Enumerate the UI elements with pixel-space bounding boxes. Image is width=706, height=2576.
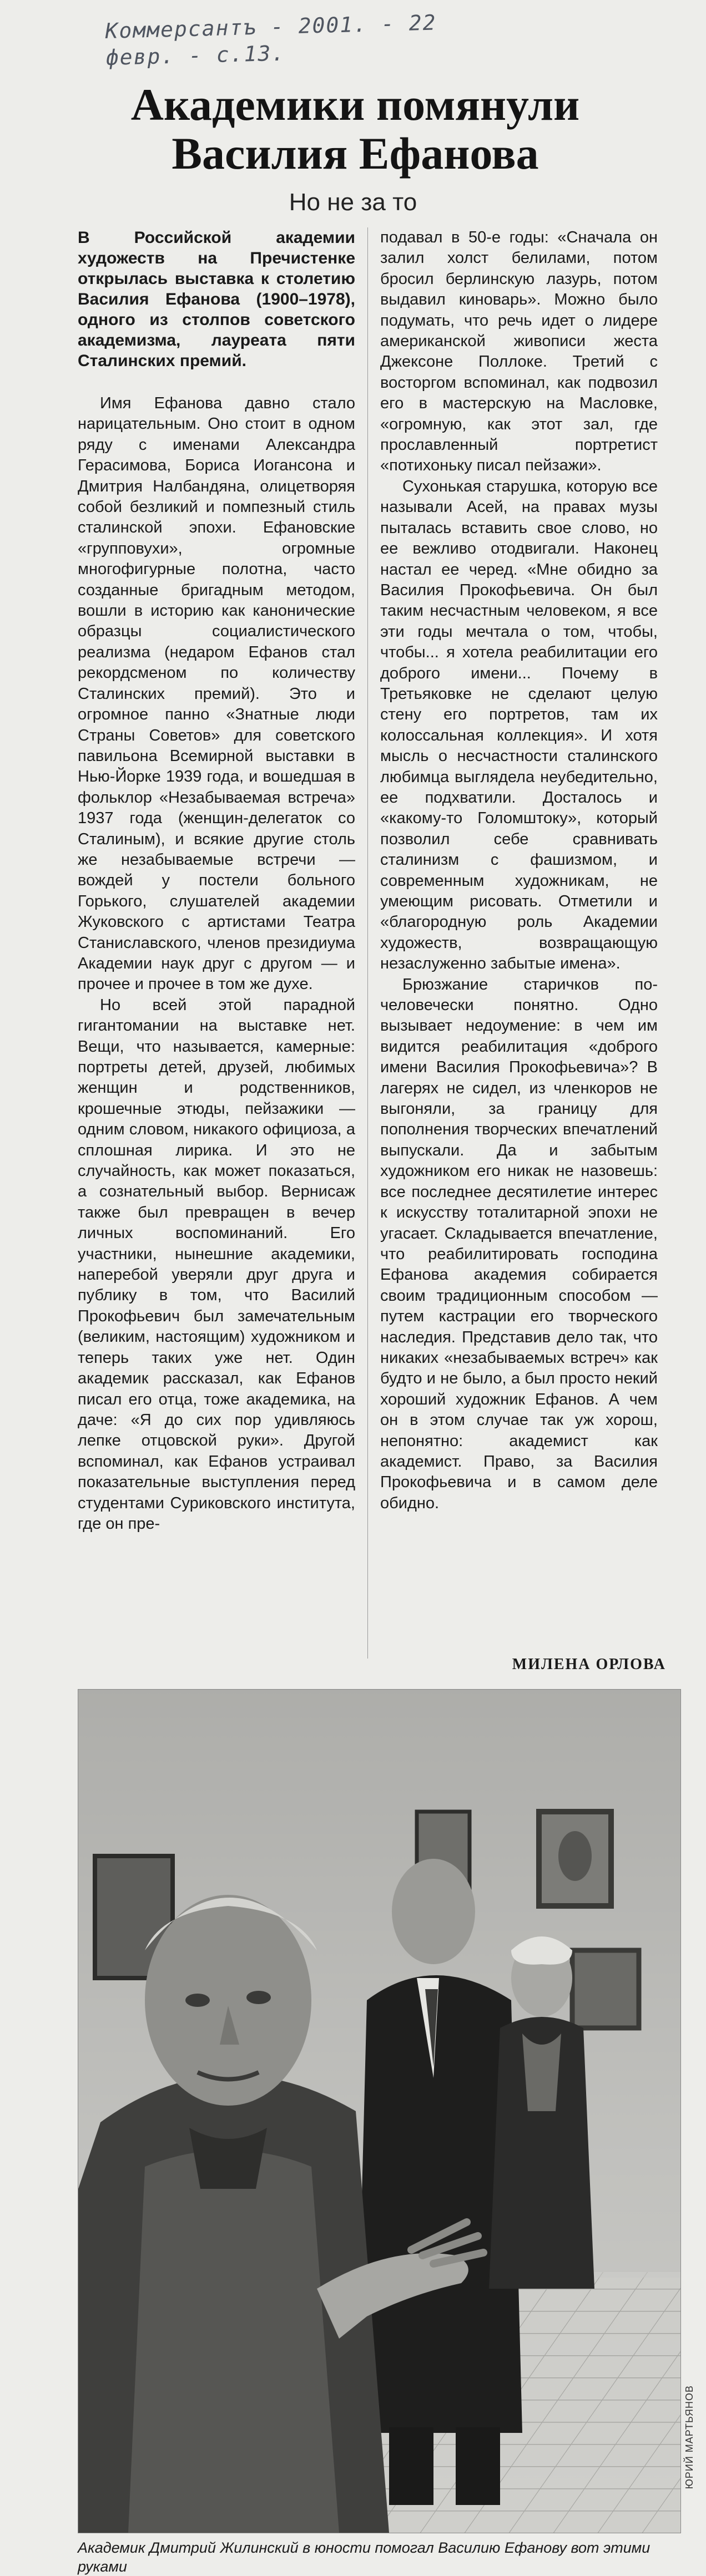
paragraph: Сухонькая старушка, которую все называли Асей, на правах музы пыталась вставить свое слово, но ее вежливо отодвигали. Наконец настал ее черед. «Мне обидно за Василия Прокофьевича. Он был таким несчастным человеком, я все эти годы мечтала о том, чтобы, чтобы... я хотела реабилитации его доброго имени... Почему в Третьяковке не сделают целую стену его портретов, там их колоссальная коллекция». И хотя мысль о несчастности сталинского любимца выглядела неубедительно, ее подхватили. Досталось и «какому-то Голомштоку», который позволил себе сравнивать сталинизм с фашизмом, и современным художникам, не умеющим рисовать. Отметили и «благородную роль Академии художеств, возвращающую незаслуженно забытые имена». xyxy=(380,477,658,973)
paragraph: Имя Ефанова давно стало нарицательным. Оно стоит в одном ряду с именами Александра Герасимова, Бориса Иогансона и Дмитрия Налбандяна, олицетворяя собой безликий и помпезный стиль сталинской эпохи. Ефановские «групповухи», огромные многофигурные полотна, часто созданные бригадным методом, вошли в историю как канонические образцы социалистического реализма (недаром Ефанов стал рекордсменом по количеству Сталинских премий). Это и огромное панно «Знатные люди Страны Советов» для советского павильона Всемирной выставки в Нью-Йорке 1939 года, и вошедшая в фольклор «Незабываемая встреча» 1937 года (женщин-делегаток со Сталиным), и всякие другие столь же незабываемые встречи — вождей у постели больного Горького, слушателей академии Жуковского с артистами Театра Станиславского, членов президиума Академии наук друг с другом — и прочее и прочее в том же духе. xyxy=(78,394,355,993)
handwritten-note xyxy=(105,4,617,71)
column-divider xyxy=(367,227,368,1659)
article-kicker: Но не за то xyxy=(289,189,417,216)
wall-painting xyxy=(539,1812,611,1906)
photo-caption: Академик Дмитрий Жилинский в юности помогал Василию Ефанову вот этими руками xyxy=(78,2539,650,2575)
left-column xyxy=(78,227,355,1534)
handwritten-note-line1: Коммерсантъ - 2001. - 22 xyxy=(104,10,437,44)
paragraph: Брюзжание старичков по-человечески понятно. Одно вызывает недоумение: в чем им видится реабилитация «доброго имени Василия Прокофьевича»? В лагерях не сидел, из членкоров не выгоняли, за границу для пополнения творческих впечатлений выпускали. Да и забытым художником его никак не назовешь: все последнее десятилетие интерес к искусству тоталитарной эпохи не угасает. Складывается впечатление, что реабилитировать господина Ефанова академия собирается своим традиционным способом — путем кастрации его творческого наследия. Представив дело так, что никаких «незабываемых встреч» как будто и не было, а был просто некий хороший художник Ефанов. А чем он в этом случае так уж хорош, непонятно: академист как академист. Право, за Василия Прокофьевича и в самом деле обидно. xyxy=(380,975,658,1512)
right-column xyxy=(380,227,658,1514)
article-lead: В Российской академии художеств на Пречистенке открылась выставка к столетию Василия Ефанова (1900–1978), одного из столпов советского академизма, лауреата пяти Сталинских премий. xyxy=(78,229,355,370)
wall-painting xyxy=(572,1950,639,2028)
photo-credit: ЮРИЙ МАРТЬЯНОВ xyxy=(684,2385,695,2489)
paragraph: подавал в 50-е годы: «Сначала он залил холст белилами, потом бросил берлинскую лазурь, потом выдавил киноварь». Можно было подумать, что речь идет о лидере американской живописи жеста Джексоне Поллоке. Третий с восторгом вспоминал, как подвозил его в мастерскую на Масловке, «огромную, как этот зал, где прославленный портретист «потихоньку писал пейзажи». xyxy=(380,229,658,475)
photo-illustration xyxy=(78,1690,680,2533)
paragraph: Но всей этой парадной гигантомании на выставке нет. Вещи, что называется, камерные: портреты детей, друзей, любимых женщин и родственников, крошечные этюды, пейзажики — одним словом, никакого официоза, а сплошная лирика. И это не случайность, как может показаться, а сознательный выбор. Вернисаж также был превращен в вечер личных воспоминаний. Его участники, нынешние академики, наперебой уверяли друг друга и публику в том, что Василий Прокофьевич был замечательным (великим, настоящим) художником и теперь таких уже нет. Один академик рассказал, как Ефанов писал его отца, тоже академика, на даче: «Я до сих пор удивляюсь лепке отцовской руки». Другой вспоминал, как Ефанов устраивал показательные выступления перед студентами Суриковского института, где он пре- xyxy=(78,996,355,1533)
handwritten-note-line2: февр. - с.13. xyxy=(105,40,286,70)
article-headline: Академики помянули Василия Ефанова xyxy=(130,79,580,179)
article-photo xyxy=(78,1689,681,2533)
byline: МИЛЕНА ОРЛОВА xyxy=(512,1656,666,1673)
